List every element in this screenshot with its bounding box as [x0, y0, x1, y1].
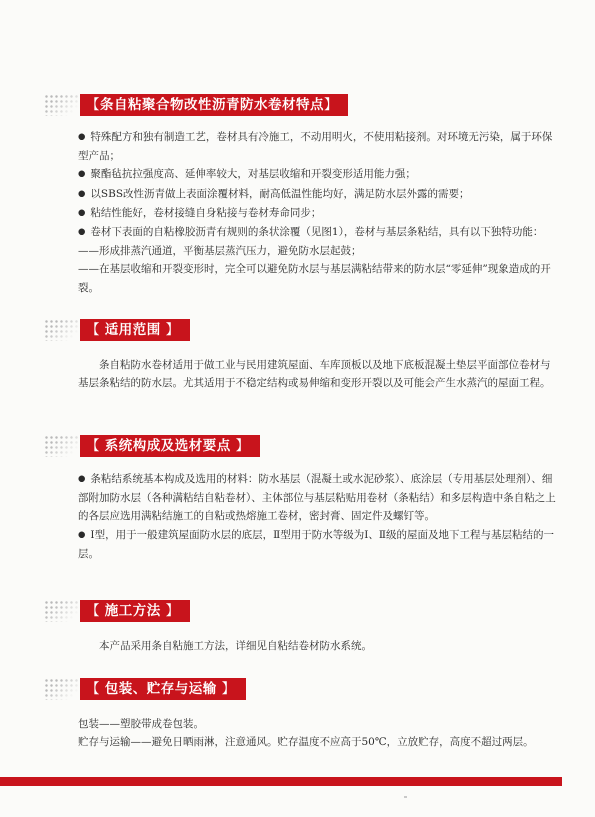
dot-pattern-decoration	[44, 94, 78, 116]
scope-text	[78, 356, 556, 392]
section-title-bar: 【条自粘聚合物改性沥青防水卷材特点】	[80, 94, 348, 116]
section-title: 条自粘聚合物改性沥青防水卷材特点	[100, 97, 324, 113]
list-item: ● Ⅰ型，用于一般建筑屋面防水层的底层，Ⅱ型用于防水等级为Ⅰ、Ⅱ级的屋面及地下工程与基层粘结的一层。	[78, 526, 556, 563]
method-text	[78, 637, 556, 655]
features-list	[78, 128, 556, 297]
section-title-bar: 【 施工方法 】	[80, 600, 190, 622]
list-item: ● 条粘结系统基本构成及选用的材料：防水基层（混凝土或水泥砂浆）、底涂层（专用基层处理剂）、细部附加防水层（各种满粘结自粘卷材）、主体部位与基层粘贴用卷材（条粘结）和多层构造中条自粘之上的各层应选用满粘结施工的自粘或热熔施工卷材，密封膏、固定件及螺钉等。	[78, 470, 556, 526]
system-list	[78, 470, 556, 563]
dot-pattern-decoration	[44, 600, 78, 622]
paragraph: 包装——塑胶带成卷包装。	[78, 718, 204, 730]
dash-item: ——在基层收缩和开裂变形时，完全可以避免防水层与基层满粘结带来的防水层“零延伸”现象造成的开裂。	[78, 263, 551, 294]
list-item: ● 特殊配方和独有制造工艺，卷材具有冷施工，不动用明火，不使用粘接剂。对环境无污染，属于环保型产品；	[78, 128, 556, 165]
print-speck	[404, 796, 407, 798]
list-item: ● 粘结性能好，卷材接缝自身粘接与卷材寿命同步；	[78, 204, 556, 223]
dash-item: ——形成排蒸汽通道，平衡基层蒸汽压力，避免防水层起鼓；	[78, 245, 362, 258]
section-header-features	[44, 94, 348, 116]
section-title: 适用范围	[104, 322, 161, 338]
paragraph: 本产品采用条自粘施工方法，详细见自粘结卷材防水系统。	[99, 640, 372, 652]
list-item: ● 以SBS改性沥青做上表面涂覆材料，耐高低温性能均好，满足防水层外露的需要；	[78, 185, 556, 204]
section-header-scope	[44, 319, 190, 341]
section-title-bar: 【 系统构成及选材要点 】	[80, 435, 260, 457]
dot-pattern-decoration	[44, 319, 78, 341]
footer-accent-bar	[0, 777, 562, 786]
packaging-text	[78, 715, 556, 751]
section-title: 系统构成及选材要点	[104, 438, 231, 454]
section-header-system	[44, 435, 260, 457]
section-title-bar: 【 包装、贮存与运输 】	[80, 678, 246, 700]
list-item: ● 卷材下表面的自粘橡胶沥青有规则的条状涂覆（见图1），卷材与基层条粘结，具有以下独特功能：	[78, 223, 556, 242]
paragraph: 条自粘防水卷材适用于做工业与民用建筑屋面、车库顶板以及地下底板混凝土垫层平面部位卷材与基层条粘结的防水层。尤其适用于不稳定结构或易伸缩和变形开裂以及可能会产生水蒸汽的屋面工程。	[78, 359, 551, 390]
section-title-bar: 【 适用范围 】	[80, 319, 190, 341]
section-title: 施工方法	[104, 603, 161, 619]
section-header-packaging	[44, 678, 246, 700]
dot-pattern-decoration	[44, 678, 78, 700]
paragraph: 贮存与运输——避免日晒雨淋，注意通风。贮存温度不应高于50℃，立放贮存，高度不超过两层。	[78, 736, 534, 749]
dot-pattern-decoration	[44, 435, 78, 457]
section-header-method	[44, 600, 190, 622]
list-item: ● 聚酯毡抗拉强度高、延伸率较大，对基层收缩和开裂变形适用能力强；	[78, 165, 556, 184]
section-title: 包装、贮存与运输	[104, 681, 217, 697]
